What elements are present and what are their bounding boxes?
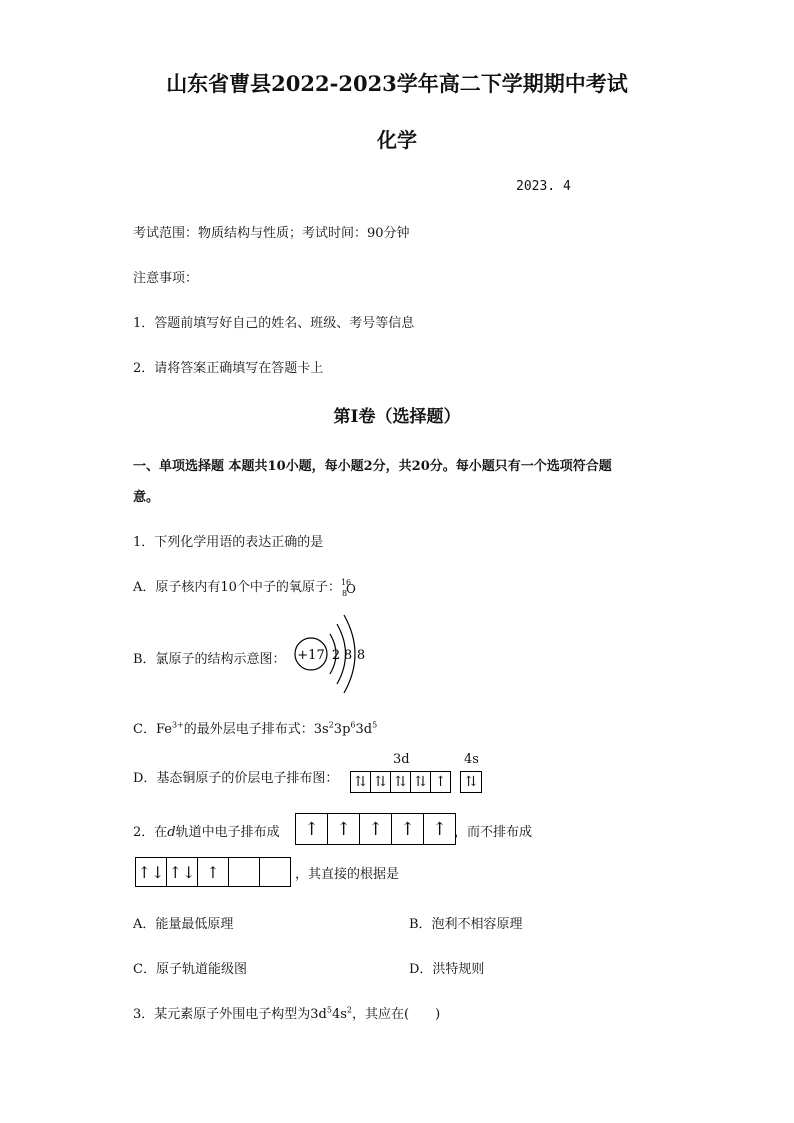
orbital-cell: ↑	[328, 814, 360, 844]
notice-item-1: 1．答题前填写好自己的姓名、班级、考号等信息	[133, 316, 415, 331]
notice-item-2: 2．请将答案正确填写在答题卡上	[133, 361, 324, 376]
orbital-cell: ⇅	[371, 772, 391, 792]
c-d-orbital: 3d	[355, 722, 373, 737]
nucleus-charge: +17	[297, 648, 325, 663]
q2-stem-start	[133, 821, 280, 840]
chlorine-structure-diagram	[290, 612, 370, 696]
q3-stem	[133, 1003, 440, 1022]
q2-arrangement-paired	[135, 857, 291, 887]
c-d-electrons: 5	[372, 720, 378, 730]
q1-stem: 1．下列化学用语的表达正确的是	[133, 535, 324, 550]
q3-s-orbital: 4s	[331, 1007, 347, 1022]
orbital-cell: ↑	[360, 814, 392, 844]
orbital-cell: ↑	[431, 818, 448, 840]
q3-prefix: 3．某元素原子外围电子构型为3d	[133, 1007, 327, 1022]
orbital-cell: ⇅	[351, 772, 371, 792]
q1-option-a-text: A．原子核内有10个中子的氧原子：	[133, 580, 341, 595]
q1-option-b-text: B．氯原子的结构示意图：	[133, 652, 286, 667]
q2-option-b: B．泡利不相容原理	[409, 917, 523, 932]
isotope-element: O	[345, 581, 356, 596]
c-ion-charge: 3+	[171, 720, 184, 730]
oxygen-isotope-symbol	[340, 577, 356, 598]
q2-prefix: 2．在	[133, 825, 168, 840]
c-p-electrons: 6	[350, 720, 356, 730]
section-instructions-line1: 一、单项选择题 本题共10小题，每小题2分，共20分。每小题只有一个选项符合题	[133, 459, 612, 474]
exam-title: 山东省曹县2022-2023学年高二下学期期中考试	[166, 71, 628, 96]
orbital-cell: ⇅	[465, 774, 477, 790]
q1-option-c	[133, 718, 377, 737]
c-s-electrons: 2	[328, 720, 334, 730]
notice-title: 注意事项：	[133, 271, 199, 286]
c-p-orbital: 3p	[333, 722, 351, 737]
q3-s-electrons: 2	[346, 1005, 353, 1015]
c-config-start: 的最外层电子排布式：3s	[183, 722, 329, 737]
subject-title: 化学	[377, 128, 417, 152]
cu-3d-orbital-boxes	[350, 771, 451, 793]
orbital-cell: ↑↓	[136, 858, 167, 886]
orbital-cell: ↑	[198, 858, 229, 886]
isotope-atomic-number: 8	[341, 588, 348, 598]
q2-option-c: C．原子轨道能级图	[133, 962, 247, 977]
orbital-cell	[260, 858, 290, 886]
q2-stem-end: ，其直接的根据是	[295, 867, 400, 882]
section-instructions-line2: 意。	[133, 490, 160, 505]
label-4s: 4s	[464, 752, 479, 767]
shell-count-2: 8	[343, 648, 353, 663]
orbital-cell: ⇅	[391, 772, 411, 792]
orbital-cell: ↑	[392, 814, 424, 844]
q2-option-a: A．能量最低原理	[133, 917, 234, 932]
shell-count-1: 2	[331, 648, 341, 663]
q1-option-a	[133, 576, 356, 598]
q1-option-d-text: D．基态铜原子的价层电子排布图：	[133, 771, 339, 786]
q3-suffix: ，其应在( )	[352, 1007, 441, 1022]
q2-orbital: d	[167, 825, 176, 840]
shell-count-3: 8	[356, 648, 366, 663]
q2-arrangement-hund	[295, 813, 456, 845]
orbital-cell: ↑↓	[167, 858, 198, 886]
exam-date: 2023. 4	[516, 179, 571, 194]
exam-scope: 考试范围：物质结构与性质；考试时间：90分钟	[133, 226, 410, 241]
orbital-cell: ↑	[296, 814, 328, 844]
isotope-mass-number: 16	[340, 577, 352, 587]
orbital-cell: ⇅	[411, 772, 431, 792]
cu-4s-orbital-box	[460, 771, 482, 793]
q3-d-electrons: 5	[326, 1005, 332, 1015]
label-3d: 3d	[393, 752, 410, 767]
orbital-cell: ↑	[434, 774, 447, 790]
orbital-cell	[229, 858, 260, 886]
q2-option-d: D．洪特规则	[409, 962, 485, 977]
q2-mid: 轨道中电子排布成	[175, 825, 280, 840]
c-ion: C．Fe	[133, 722, 172, 737]
q2-stem-post: ，而不排布成	[454, 825, 533, 840]
section-title: 第Ⅰ卷（选择题）	[333, 407, 461, 427]
